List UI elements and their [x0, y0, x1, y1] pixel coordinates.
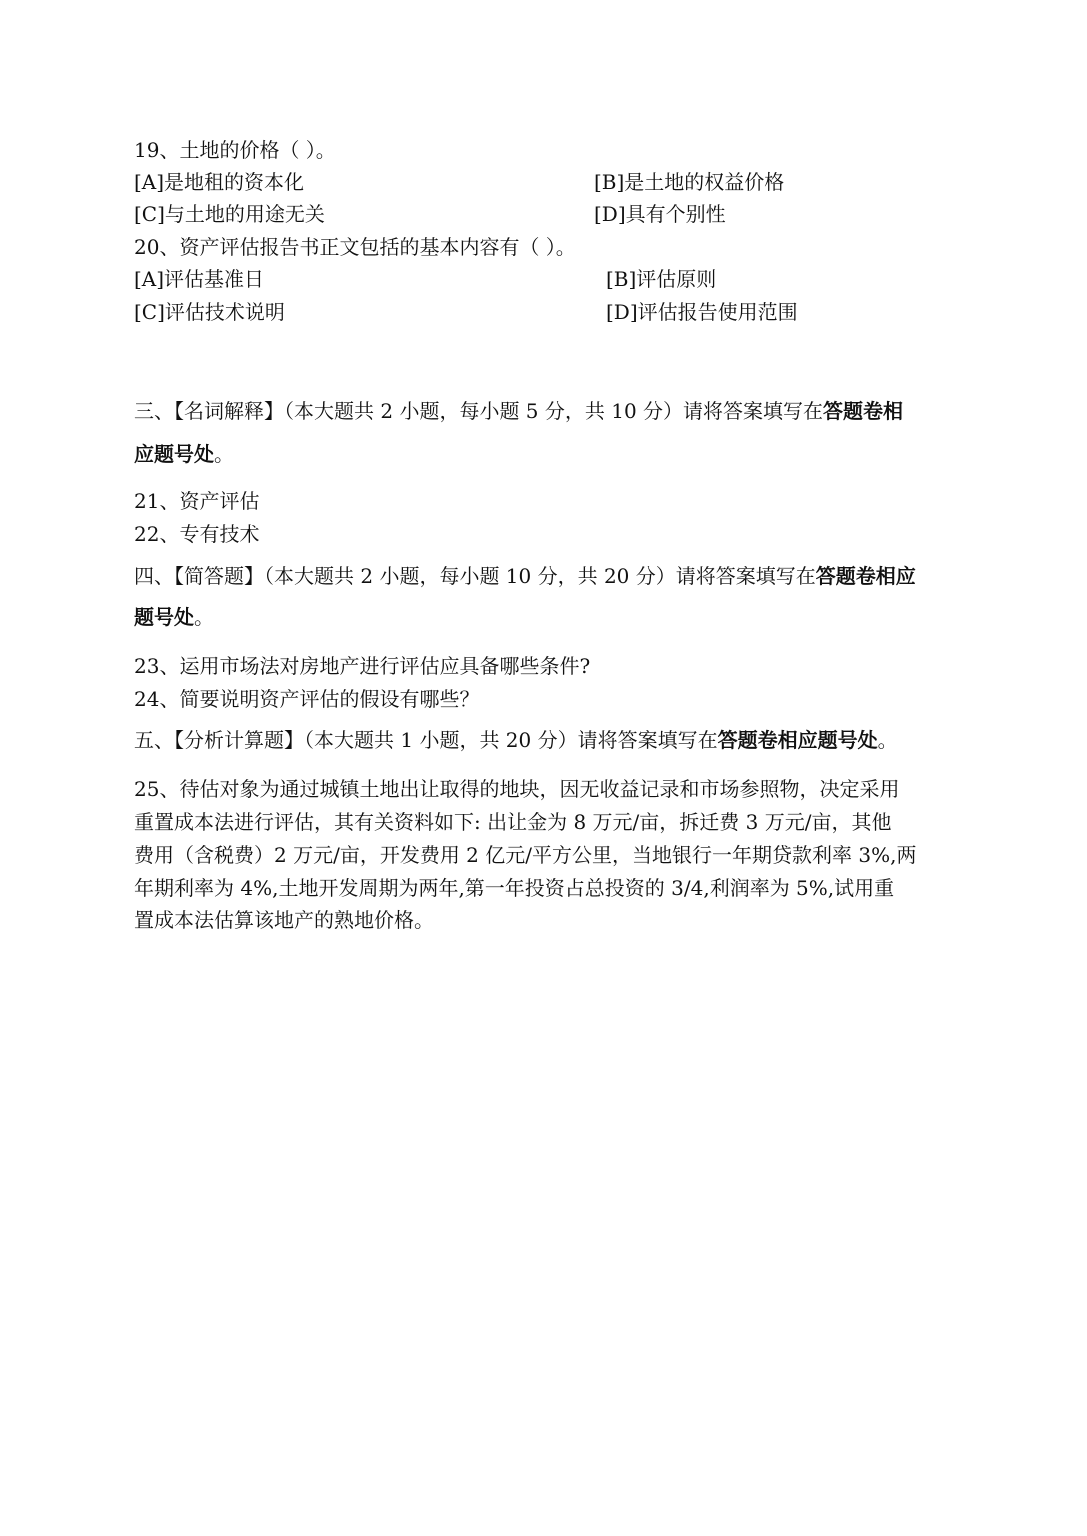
question-25-line-2: 重置成本法进行评估，其有关资料如下: 出让金为 8 万元/亩，拆迁费 3 万元/亩，其他: [134, 810, 892, 834]
section-4-heading-line1: [134, 566, 916, 586]
section-4-bold-part2: 题号处: [134, 605, 194, 629]
question-20-option-d: [D]评估报告使用范围: [606, 300, 798, 324]
section-5-heading: [134, 730, 898, 750]
question-22: 22、专有技术: [134, 522, 260, 546]
section-4-heading-line2: [134, 607, 214, 627]
question-24: 24、简要说明资产评估的假设有哪些？: [134, 687, 480, 711]
section-4-bold-part1: 答题卷相应: [815, 564, 916, 588]
question-19-option-c: [C]与土地的用途无关: [134, 202, 325, 226]
question-23: 23、运用市场法对房地产进行评估应具备哪些条件?: [134, 654, 591, 678]
section-3-heading-line1: [134, 401, 903, 421]
section-5-bold: 答题卷相应题号处: [717, 728, 878, 752]
question-19-option-a: [A]是地租的资本化: [134, 170, 305, 194]
question-19-stem: 19、土地的价格（ ）。: [134, 138, 336, 162]
question-21: 21、资产评估: [134, 489, 260, 513]
question-25-line-5: 置成本法估算该地产的熟地价格。: [134, 908, 434, 932]
section-5-prefix: 五、【分析计算题】（本大题共 1 小题，共 20 分）请将答案填写在: [134, 728, 718, 752]
section-3-suffix: 。: [214, 442, 234, 466]
question-19-option-b: [B]是土地的权益价格: [594, 170, 785, 194]
section-3-bold-part2: 应题号处: [134, 442, 214, 466]
question-20-option-b: [B]评估原则: [606, 267, 717, 291]
question-25-line-4: 年期利率为 4%,土地开发周期为两年,第一年投资占总投资的 3/4,利润率为 5%,试用重: [134, 876, 895, 900]
question-25-line-1: 25、待估对象为通过城镇土地出让取得的地块，因无收益记录和市场参照物，决定采用: [134, 777, 900, 801]
section-3-heading-line2: [134, 444, 234, 464]
question-20-option-c: [C]评估技术说明: [134, 300, 285, 324]
question-25-line-3: 费用（含税费）2 万元/亩，开发费用 2 亿元/平方公里，当地银行一年期贷款利率 3%,两: [134, 843, 917, 867]
section-4-suffix: 。: [194, 605, 214, 629]
section-3-prefix: 三、【名词解释】（本大题共 2 小题，每小题 5 分，共 10 分）请将答案填写在: [134, 399, 824, 423]
question-19-option-d: [D]具有个别性: [594, 202, 726, 226]
question-20-option-a: [A]评估基准日: [134, 267, 265, 291]
section-4-prefix: 四、【简答题】（本大题共 2 小题，每小题 10 分，共 20 分）请将答案填写在: [134, 564, 816, 588]
section-5-suffix: 。: [877, 728, 898, 752]
question-20-stem: 20、资产评估报告书正文包括的基本内容有（ ）。: [134, 235, 576, 259]
section-3-bold-part1: 答题卷相: [823, 399, 904, 423]
